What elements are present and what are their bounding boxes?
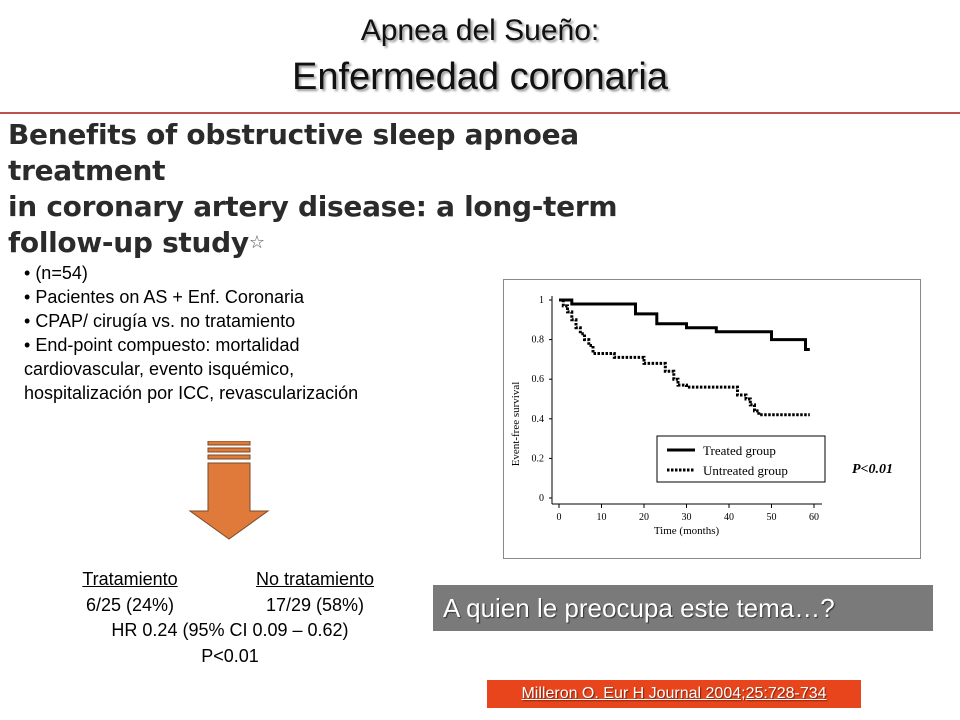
x-tick-label: 20: [639, 512, 649, 523]
y-axis-label: Event-free survival: [510, 381, 522, 467]
survival-chart-svg: [504, 280, 920, 558]
x-tick-label: 50: [766, 512, 777, 523]
paper-title: [8, 117, 728, 261]
x-tick-label: 30: [681, 512, 692, 523]
paper-title-line-1: Benefits of obstructive sleep apnoea treatment: [8, 118, 579, 187]
paper-title-line-3-text: follow-up study: [8, 226, 249, 259]
bullet-item: • Pacientes on AS + Enf. Coronaria: [24, 287, 304, 307]
legend-label: Untreated group: [703, 463, 788, 478]
x-tick-label: 40: [724, 512, 734, 523]
question-banner: A quien le preocupa este tema…?: [433, 585, 933, 631]
bullet-text: Pacientes on AS + Enf. Coronaria: [35, 287, 304, 307]
bullet-text: CPAP/ cirugía vs. no tratamiento: [35, 311, 296, 331]
treatment-value: 6/25 (24%): [85, 594, 175, 615]
bullet-item: • (n=54): [24, 263, 88, 283]
x-tick-label: 60: [809, 512, 819, 523]
slide-subtitle: Enfermedad coronaria: [292, 56, 668, 98]
bullet-item: • CPAP/ cirugía vs. no tratamiento: [24, 311, 296, 331]
bullet-continuation: hospitalización por ICC, revascularización: [24, 383, 359, 403]
bullet-continuation: cardiovascular, evento isquémico,: [24, 359, 295, 379]
series-line-treated: [559, 300, 810, 350]
citation-link[interactable]: Milleron O. Eur H Journal 2004;25:728-734: [487, 680, 861, 708]
star-icon: ☆: [248, 232, 265, 253]
y-tick-label: 0.2: [531, 453, 544, 465]
y-tick-label: 1: [539, 295, 544, 306]
p-value: P<0.01: [201, 645, 259, 666]
p-value-annotation: P<0.01: [852, 462, 894, 477]
no-treatment-header: No tratamiento: [255, 569, 375, 589]
y-tick-label: 0: [539, 493, 544, 504]
slide-title: Apnea del Sueño:: [360, 14, 600, 47]
down-arrow-icon: [188, 441, 270, 541]
no-treatment-value: 17/29 (58%): [265, 594, 365, 615]
y-tick-label: 0.8: [531, 334, 544, 346]
x-tick-label: 0: [556, 512, 562, 523]
hazard-ratio: HR 0.24 (95% CI 0.09 – 0.62): [111, 620, 349, 640]
bullet-text: (n=54): [35, 263, 88, 283]
results-block: [40, 567, 420, 669]
bullet-item: • End-point compuesto: mortalidad: [24, 335, 300, 355]
x-tick-label: 10: [596, 512, 607, 523]
study-bullets: [24, 261, 494, 405]
y-tick-label: 0.4: [531, 413, 544, 425]
legend-label: Treated group: [703, 443, 776, 458]
series-line-untreated: [559, 300, 810, 415]
bullet-text: End-point compuesto: mortalidad: [35, 335, 300, 355]
x-axis-label: Time (months): [653, 525, 720, 537]
y-tick-label: 0.6: [531, 374, 544, 386]
paper-title-line-2: in coronary artery disease: a long-term: [8, 190, 618, 223]
paper-title-line-3: [8, 225, 728, 261]
treatment-header: Tratamiento: [82, 569, 178, 589]
title-divider: [0, 112, 960, 114]
survival-chart: [503, 279, 921, 559]
